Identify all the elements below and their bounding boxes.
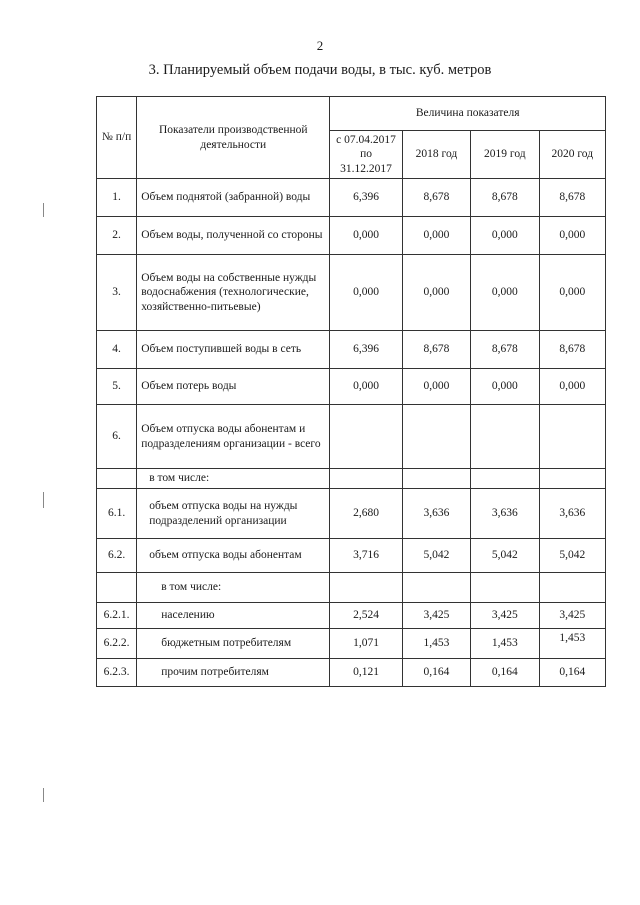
- row-value: 8,678: [471, 331, 539, 369]
- row-value: [471, 469, 539, 489]
- row-value: 6,396: [330, 331, 402, 369]
- row-num: 5.: [97, 369, 137, 405]
- row-num: 6.1.: [97, 489, 137, 539]
- table-row: [97, 603, 606, 629]
- row-value: 8,678: [539, 179, 605, 217]
- row-value: 3,636: [471, 489, 539, 539]
- row-label: населению: [137, 603, 330, 629]
- row-value: 5,042: [402, 539, 470, 573]
- table-row: [97, 179, 606, 217]
- row-num: [97, 573, 137, 603]
- row-value: [539, 573, 605, 603]
- row-value: 6,396: [330, 179, 402, 217]
- row-label: прочим потребителям: [137, 659, 330, 687]
- row-value: 0,000: [402, 255, 470, 331]
- row-value: 0,000: [471, 255, 539, 331]
- row-num: 6.: [97, 405, 137, 469]
- row-value: 8,678: [402, 331, 470, 369]
- row-value: 2,680: [330, 489, 402, 539]
- table-row: [97, 659, 606, 687]
- row-label: Объем воды на собственные нужды водоснабжения (технологические, хозяйственно-питьевые): [137, 255, 330, 331]
- scan-mark: [43, 203, 44, 217]
- col-header-indicator: Показатели производственной деятельности: [137, 97, 330, 179]
- row-label: Объем поднятой (забранной) воды: [137, 179, 330, 217]
- row-num: 6.2.: [97, 539, 137, 573]
- row-value: 3,636: [402, 489, 470, 539]
- row-value: 0,000: [471, 369, 539, 405]
- row-value: [330, 405, 402, 469]
- row-label: в том числе:: [137, 573, 330, 603]
- row-num: 1.: [97, 179, 137, 217]
- row-value: 0,000: [539, 217, 605, 255]
- row-value: 0,164: [539, 659, 605, 687]
- col-header-period: 2020 год: [539, 131, 605, 179]
- row-value: 0,000: [539, 255, 605, 331]
- row-value: 8,678: [539, 331, 605, 369]
- scan-mark: [43, 492, 44, 508]
- row-label: в том числе:: [137, 469, 330, 489]
- row-value: 3,425: [471, 603, 539, 629]
- row-value: [471, 405, 539, 469]
- col-header-period: 2018 год: [402, 131, 470, 179]
- row-label: Объем поступившей воды в сеть: [137, 331, 330, 369]
- row-value: 0,000: [471, 217, 539, 255]
- row-value: 1,453: [402, 629, 470, 659]
- row-num: 6.2.3.: [97, 659, 137, 687]
- row-num: 6.2.2.: [97, 629, 137, 659]
- table-row: [97, 217, 606, 255]
- row-value: 5,042: [471, 539, 539, 573]
- row-label: бюджетным потребителям: [137, 629, 330, 659]
- row-value: [539, 469, 605, 489]
- row-value: 8,678: [402, 179, 470, 217]
- row-num: 3.: [97, 255, 137, 331]
- row-value: 8,678: [471, 179, 539, 217]
- row-value: 3,716: [330, 539, 402, 573]
- row-value: 5,042: [539, 539, 605, 573]
- table-row: [97, 331, 606, 369]
- row-label: Объем потерь воды: [137, 369, 330, 405]
- row-num: 4.: [97, 331, 137, 369]
- row-value: 0,000: [402, 217, 470, 255]
- page-number: 2: [316, 38, 324, 53]
- row-value: [471, 573, 539, 603]
- row-value: [539, 405, 605, 469]
- col-header-period: 2019 год: [471, 131, 539, 179]
- row-value: 1,453: [539, 629, 605, 659]
- col-header-value-group: Величина показателя: [330, 97, 606, 131]
- row-value: 0,000: [330, 217, 402, 255]
- row-num: 6.2.1.: [97, 603, 137, 629]
- row-value: 0,164: [471, 659, 539, 687]
- row-value: [330, 469, 402, 489]
- table-row: [97, 539, 606, 573]
- col-header-num: № п/п: [97, 97, 137, 179]
- row-value: 3,425: [539, 603, 605, 629]
- table-title: 3. Планируемый объем подачи воды, в тыс. куб. метров: [148, 62, 492, 78]
- row-value: 2,524: [330, 603, 402, 629]
- row-label: Объем отпуска воды абонентам и подразделениям организации - всего: [137, 405, 330, 469]
- row-value: [402, 469, 470, 489]
- row-value: [402, 573, 470, 603]
- row-num: [97, 469, 137, 489]
- row-value: 3,636: [539, 489, 605, 539]
- row-value: 0,000: [402, 369, 470, 405]
- row-value: 1,071: [330, 629, 402, 659]
- row-value: 0,164: [402, 659, 470, 687]
- table-row: [97, 255, 606, 331]
- row-value: 3,425: [402, 603, 470, 629]
- table-row: [97, 369, 606, 405]
- table-row: [97, 405, 606, 469]
- row-value: 0,000: [330, 255, 402, 331]
- row-num: 2.: [97, 217, 137, 255]
- row-label: Объем воды, полученной со стороны: [137, 217, 330, 255]
- row-label: объем отпуска воды на нужды подразделений организации: [137, 489, 330, 539]
- table-row: [97, 573, 606, 603]
- col-header-period: с 07.04.2017 по 31.12.2017: [330, 131, 402, 179]
- row-value: 1,453: [471, 629, 539, 659]
- row-value: 0,121: [330, 659, 402, 687]
- table-row: [97, 469, 606, 489]
- water-supply-table: [96, 96, 606, 687]
- table-row: [97, 489, 606, 539]
- row-value: 0,000: [330, 369, 402, 405]
- row-value: [402, 405, 470, 469]
- row-label: объем отпуска воды абонентам: [137, 539, 330, 573]
- table-row: [97, 629, 606, 659]
- scan-mark: [43, 788, 44, 802]
- row-value: 0,000: [539, 369, 605, 405]
- row-value: [330, 573, 402, 603]
